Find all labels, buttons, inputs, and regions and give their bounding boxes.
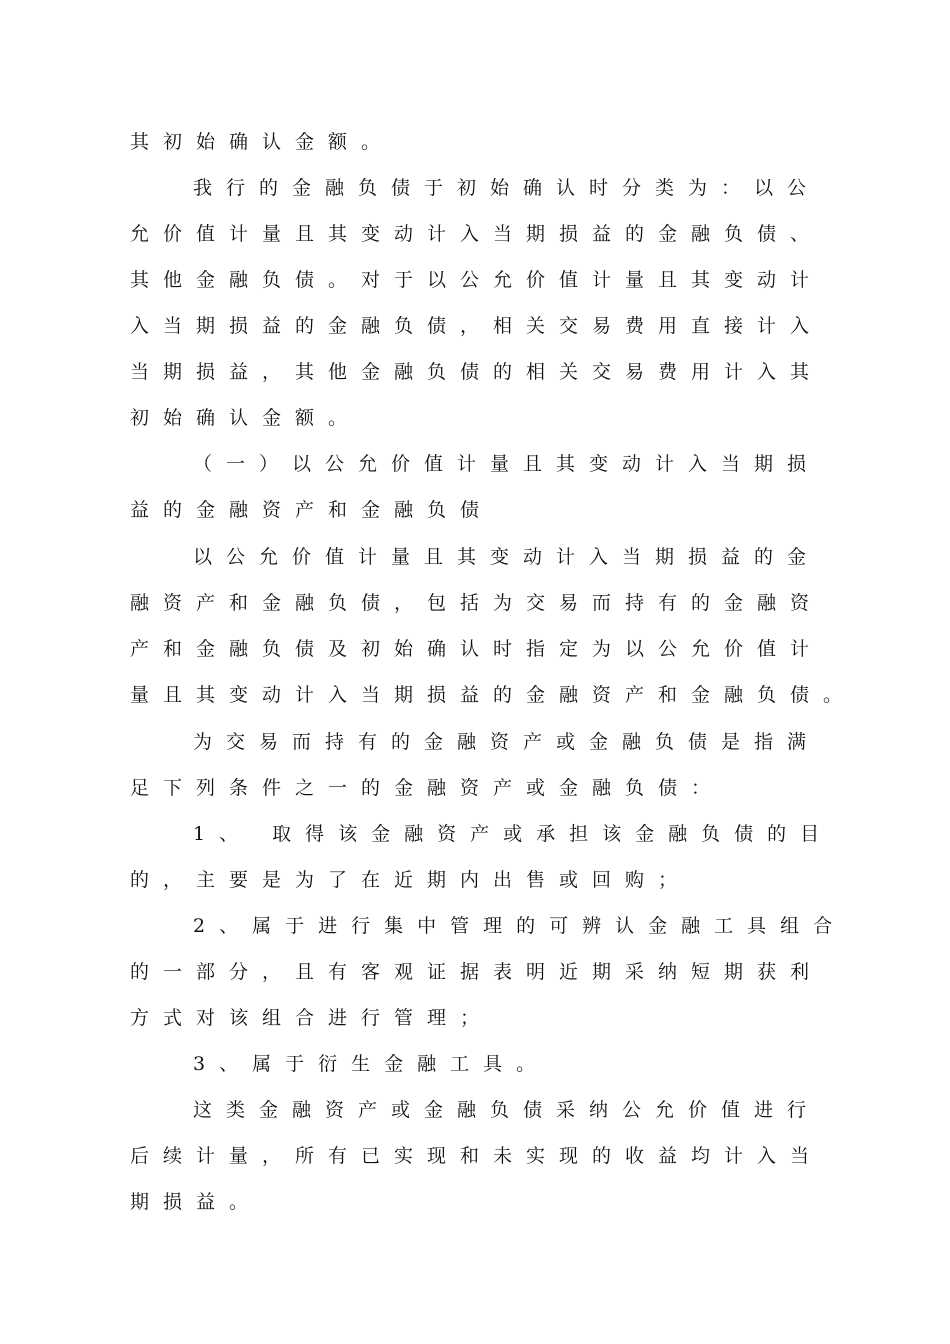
text-line: 融资产和金融负债，包括为交易而持有的金融资 [130, 592, 824, 614]
text-line: 的，主要是为了在近期内出售或回购； [130, 869, 692, 891]
text-line: 当期损益，其他金融负债的相关交易费用计入其 [130, 361, 824, 383]
text-line: 其初始确认金额。 [130, 131, 395, 153]
section-heading: （一）以公允价值计量且其变动计入当期损 [193, 453, 821, 475]
text-line: 初始确认金额。 [130, 407, 362, 429]
text-line: 这类金融资产或金融负债采纳公允价值进行 [193, 1099, 821, 1121]
text-line: 允价值计量且其变动计入当期损益的金融负债、 [130, 223, 824, 245]
text-line: 足下列条件之一的金融资产或金融负债： [130, 777, 725, 799]
list-item: 3、属于衍生金融工具。 [193, 1053, 550, 1075]
section-heading: 益的金融资产和金融负债 [130, 499, 494, 521]
text-line: 后续计量，所有已实现和未实现的收益均计入当 [130, 1145, 824, 1167]
text-line: 以公允价值计量且其变动计入当期损益的金 [193, 546, 821, 568]
text-line: 产和金融负债及初始确认时指定为以公允价值计 [130, 638, 824, 660]
list-item: 1、 取得该金融资产或承担该金融负债的目 [193, 823, 834, 845]
text-line: 方式对该组合进行管理； [130, 1007, 494, 1029]
text-line: 入当期损益的金融负债，相关交易费用直接计入 [130, 315, 824, 337]
text-line: 期损益。 [130, 1191, 263, 1213]
text-line: 我行的金融负债于初始确认时分类为：以公 [193, 177, 821, 199]
list-item: 2、属于进行集中管理的可辨认金融工具组合 [193, 915, 847, 937]
text-line: 为交易而持有的金融资产或金融负债是指满 [193, 731, 821, 753]
text-line: 其他金融负债。对于以公允价值计量且其变动计 [130, 269, 824, 291]
text-line: 的一部分，且有客观证据表明近期采纳短期获利 [130, 961, 824, 983]
text-line: 量且其变动计入当期损益的金融资产和金融负债。 [130, 684, 857, 706]
